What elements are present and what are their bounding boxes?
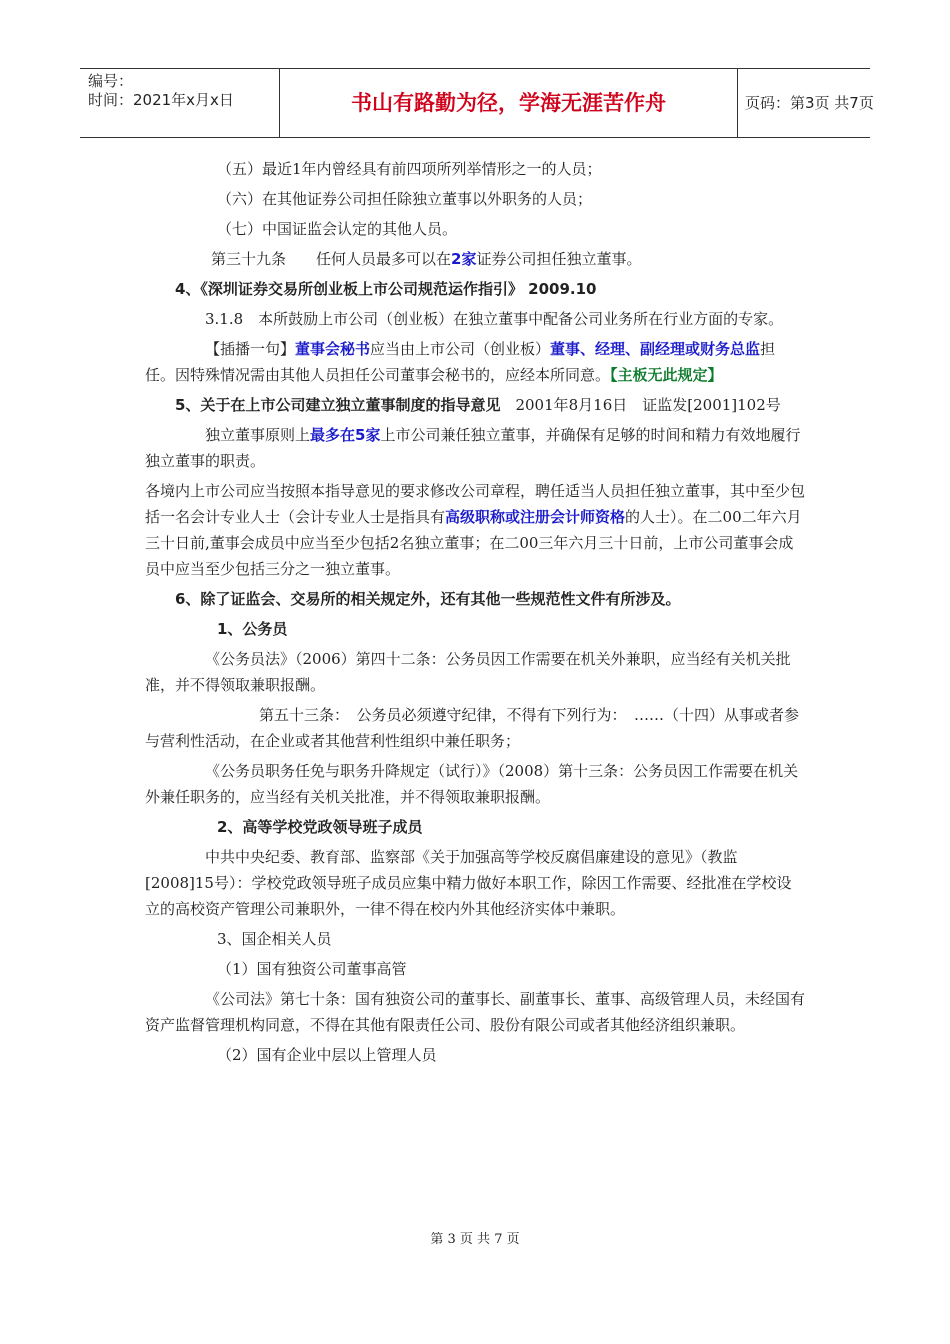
- p6-end: 的人士）。在二00二年六月三十日前,董事会成员中应当至少包括2名独立董事；在二00三年六月三十日前，上市公司董事会成员中应当至少包括三分之一独立董事。: [145, 508, 802, 578]
- subsection-university: 2、高等学校党政领导班子成员: [217, 818, 423, 836]
- civil-servant-law: 《公务员法》（2006）第四十二条：公务员因工作需要在机关外兼职，应当经有关机关批准，并不得领取兼职报酬。: [145, 650, 791, 694]
- highlight-qualification: 高级职称或注册会计师资格: [445, 508, 626, 526]
- page-header: [80, 68, 874, 138]
- item-7: （七）中国证监会认定的其他人员。: [217, 220, 458, 238]
- note-main-board: 【主板无此规定】: [610, 366, 723, 384]
- subsection-civil-servant: 1、公务员: [217, 620, 288, 638]
- article-39: [145, 246, 805, 272]
- insert-tag: 【插播一句】: [205, 340, 296, 358]
- document-body: [145, 156, 805, 1068]
- section-4-heading: 4、《深圳证券交易所创业板上市公司规范运作指引》 2009.10: [175, 280, 597, 298]
- header-meta-cell: [80, 69, 280, 137]
- subsection-soe: 3、国企相关人员: [217, 930, 332, 948]
- clause-3-1-8: 3.1.8 本所鼓励上市公司（创业板）在独立董事中配备公司业务所在行业方面的专家。: [205, 310, 784, 328]
- insert-note: [145, 336, 805, 388]
- header-motto: 书山有路勤为径，学海无涯苦作舟: [280, 69, 738, 137]
- highlight-roles: 董事、经理、副经理或财务总监: [550, 340, 761, 358]
- section-5-ref: 2001年8月16日 证监发[2001]102号: [500, 396, 781, 414]
- paragraph-accounting: [145, 478, 805, 582]
- highlight-2-companies: 2家: [451, 250, 477, 268]
- header-page-number: 页码：第3页 共7页: [745, 94, 874, 112]
- section-5-heading: [145, 392, 805, 418]
- highlight-board-secretary: 董事会秘书: [295, 340, 371, 358]
- civil-servant-rule: 《公务员职务任免与职务升降规定（试行）》（2008）第十三条：公务员因工作需要在机关外兼任职务的，应当经有关机关批准，并不得领取兼职报酬。: [145, 762, 799, 806]
- section-5-title: 5、关于在上市公司建立独立董事制度的指导意见: [175, 396, 501, 414]
- p6-start: 各境内上市公司应当按照本指导意见的要求修改公司章程，聘任适当人员担任独立董事，其中至少包括一名会计专业人士（会计专业人士是指具有: [145, 482, 806, 526]
- doc-time: 时间：2021年x月x日: [88, 91, 234, 109]
- p5-end: 上市公司兼任独立董事，并确保有足够的时间和精力有效地履行独立董事的职责。: [145, 426, 801, 470]
- p5-start: 独立董事原则上: [205, 426, 311, 444]
- section-6-heading: 6、除了证监会、交易所的相关规定外，还有其他一些规范性文件有所涉及。: [175, 590, 681, 608]
- insert-rest: 担任。因特殊情况需由其他人员担任公司董事会秘书的，应经本所同意。: [145, 340, 776, 384]
- item-5: （五）最近1年内曾经具有前四项所列举情形之一的人员；: [217, 160, 602, 178]
- article-53: 第五十三条： 公务员必须遵守纪律，不得有下列行为： ……（十四）从事或者参与营利性活动，在企业或者其他营利性组织中兼任职务；: [145, 706, 800, 750]
- page-footer: 第 3 页 共 7 页: [430, 1232, 520, 1247]
- company-law-70: 《公司法》第七十条：国有独资公司的董事长、副董事长、董事、高级管理人员，未经国有资产监督管理机构同意，不得在其他有限责任公司、股份有限公司或者其他经济组织兼职。: [145, 990, 806, 1034]
- article-39-end: 证券公司担任独立董事。: [476, 250, 642, 268]
- item-6: （六）在其他证券公司担任除独立董事以外职务的人员；: [217, 190, 593, 208]
- soe-item-2: （2）国有企业中层以上管理人员: [217, 1046, 437, 1064]
- article-39-text: 第三十九条 任何人员最多可以在: [211, 250, 452, 268]
- soe-item-1: （1）国有独资公司董事高管: [217, 960, 407, 978]
- doc-number-label: 编号：: [88, 72, 134, 90]
- insert-mid: 应当由上市公司（创业板）: [370, 340, 551, 358]
- university-opinion: 中共中央纪委、教育部、监察部《关于加强高等学校反腐倡廉建设的意见》（教监[2008]15号）：学校党政领导班子成员应集中精力做好本职工作，除因工作需要、经批准在学校设立的高校资产管理公司兼职外，一律不得在校内外其他经济实体中兼职。: [145, 848, 792, 918]
- paragraph-5-companies: [145, 422, 805, 474]
- highlight-5-companies: 最多在5家: [310, 426, 381, 444]
